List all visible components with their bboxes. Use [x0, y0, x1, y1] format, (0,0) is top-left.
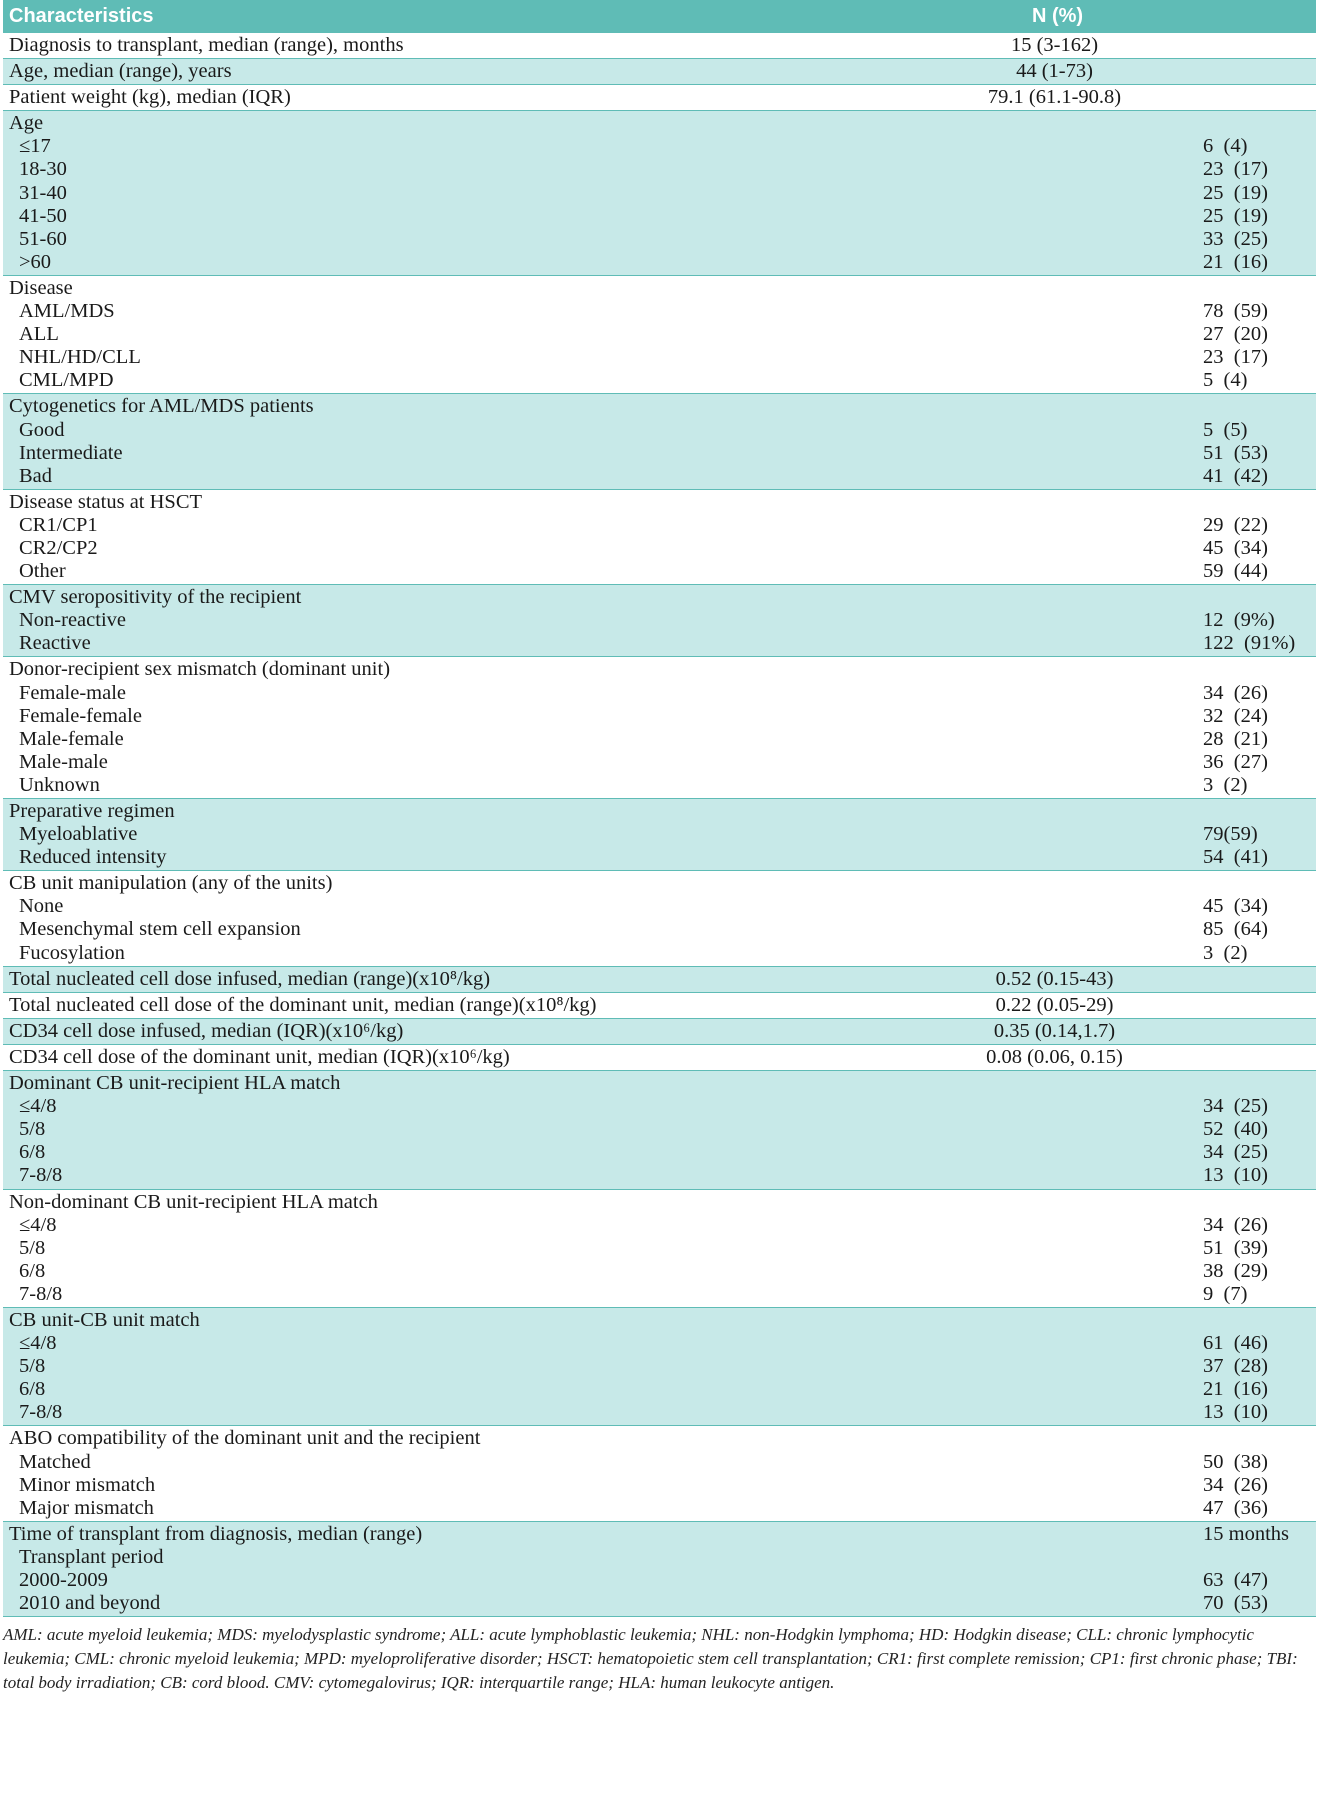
subcategory-label: ≤4/8 — [19, 1213, 57, 1236]
value-text: 51 (53) — [1203, 441, 1268, 464]
row-value-cell — [863, 1044, 1316, 1070]
subcategory-label: Female-male — [19, 681, 127, 704]
category-label: Non-dominant CB unit-recipient HLA match — [9, 1190, 378, 1213]
row-value-cell — [863, 966, 1316, 992]
category-label: CB unit-CB unit match — [9, 1308, 200, 1331]
table-row — [3, 657, 1316, 799]
row-label-cell — [3, 85, 863, 111]
value-text: 5 (5) — [1203, 418, 1248, 441]
row-value-cell — [863, 394, 1316, 489]
row-label-cell — [3, 585, 863, 657]
value-text: 41 (42) — [1203, 464, 1268, 487]
value-text: 21 (16) — [1203, 250, 1268, 273]
value-text — [869, 658, 1310, 681]
value-text: 78 (59) — [1203, 300, 1268, 323]
value-text — [869, 395, 1310, 418]
subcategory-label: Transplant period — [19, 1545, 164, 1568]
value-text: 52 (40) — [1203, 1118, 1268, 1141]
value-text: 63 (47) — [1203, 1569, 1268, 1591]
category-label: Disease status at HSCT — [9, 490, 203, 513]
table-row — [3, 1307, 1316, 1425]
value-text — [869, 800, 1310, 823]
subcategory-label: CML/MPD — [19, 369, 114, 392]
subcategory-label: Male-female — [19, 727, 124, 750]
table-row — [3, 799, 1316, 871]
subcategory-label: >60 — [19, 250, 52, 273]
value-text: 59 (44) — [1203, 560, 1268, 583]
table-row — [3, 871, 1316, 966]
value-text: 13 (10) — [1203, 1164, 1268, 1187]
value-text: 5 (4) — [1203, 369, 1248, 392]
category-label: Dominant CB unit-recipient HLA match — [9, 1072, 341, 1095]
value-text: 33 (25) — [1203, 227, 1268, 250]
value-text — [869, 491, 1310, 514]
row-label-cell — [3, 992, 863, 1018]
value-text: 34 (25) — [1203, 1141, 1268, 1164]
value-text: 61 (46) — [1203, 1332, 1268, 1355]
row-label-cell — [3, 59, 863, 85]
row-value-cell — [863, 33, 1316, 59]
row-label-cell — [3, 657, 863, 799]
value-text: 70 (53) — [1203, 1592, 1268, 1615]
row-label-cell — [3, 275, 863, 393]
subcategory-label: 7-8/8 — [19, 1164, 63, 1187]
subcategory-label: 7-8/8 — [19, 1401, 63, 1424]
row-label-cell — [3, 394, 863, 489]
row-value-cell — [863, 1189, 1316, 1307]
row-label-cell — [3, 1071, 863, 1189]
value-text: 15 (3-162) — [1010, 34, 1099, 56]
row-value-cell — [863, 489, 1316, 584]
table-row — [3, 489, 1316, 584]
row-value-cell — [863, 799, 1316, 871]
table-footnote: AML: acute myeloid leukemia; MDS: myelodysplastic syndrome; ALL: acute lymphoblastic leukemia; NHL: non-Hodgkin lymphoma; HD: Hodgkin disease; CLL: chronic lymphocytic leukemia; CML: chronic myeloid leukemia; MPD: myeloproliferative disorder; HSCT: hematopoietic stem cell transplantation; CR1: first complete remission; CP1: first chronic phase; TBI: total body irradiation; CB: cord blood. CMV: cytomegalovirus; IQR: interquartile range; HLA: human leukocyte antigen. — [3, 1625, 1298, 1693]
row-value-cell — [863, 275, 1316, 393]
table-row — [3, 1018, 1316, 1044]
value-text: 21 (16) — [1203, 1378, 1268, 1401]
subcategory-label: 2010 and beyond — [19, 1592, 161, 1615]
row-value-cell — [863, 111, 1316, 276]
table-row — [3, 111, 1316, 276]
subcategory-label: Myeloablative — [19, 823, 138, 846]
table-row — [3, 966, 1316, 992]
category-label: Total nucleated cell dose of the dominant unit, median (range)(x10⁸/kg) — [9, 993, 597, 1016]
row-value-cell — [863, 1521, 1316, 1616]
category-label: CD34 cell dose of the dominant unit, median (IQR)(x10⁶/kg) — [9, 1045, 510, 1068]
value-text: 54 (41) — [1203, 846, 1268, 869]
subcategory-label: 2000-2009 — [19, 1569, 108, 1591]
value-text: 45 (34) — [1203, 895, 1268, 918]
category-label: Cytogenetics for AML/MDS patients — [9, 395, 314, 418]
value-text: 45 (34) — [1203, 536, 1268, 559]
table-row — [3, 33, 1316, 59]
value-text: 34 (26) — [1203, 1473, 1268, 1496]
value-text: 0.52 (0.15-43) — [995, 967, 1114, 990]
value-text: 3 (2) — [1203, 773, 1248, 796]
subcategory-label: AML/MDS — [19, 300, 115, 323]
value-text — [869, 586, 1310, 609]
category-label: CMV seropositivity of the recipient — [9, 586, 302, 609]
subcategory-label: Minor mismatch — [19, 1473, 156, 1496]
value-text: 38 (29) — [1203, 1259, 1268, 1282]
row-value-cell — [863, 657, 1316, 799]
table-row — [3, 394, 1316, 489]
category-label: Age — [9, 112, 44, 135]
row-value-cell — [863, 59, 1316, 85]
value-text — [869, 1191, 1310, 1214]
value-text: 122 (91%) — [1203, 632, 1296, 655]
value-text: 0.22 (0.05-29) — [995, 993, 1114, 1016]
row-value-cell — [863, 1018, 1316, 1044]
value-text — [869, 1072, 1310, 1095]
row-label-cell — [3, 966, 863, 992]
table-header — [3, 0, 1316, 33]
table-row — [3, 59, 1316, 85]
row-label-cell — [3, 1307, 863, 1425]
category-label: ABO compatibility of the dominant unit and the recipient — [9, 1427, 481, 1450]
table-row — [3, 1071, 1316, 1189]
row-label-cell — [3, 1521, 863, 1616]
value-text: 3 (2) — [1203, 941, 1248, 964]
subcategory-label: 6/8 — [19, 1141, 46, 1164]
subcategory-label: Other — [19, 560, 66, 583]
subcategory-label: 5/8 — [19, 1236, 46, 1259]
subcategory-label: 5/8 — [19, 1355, 46, 1378]
row-value-cell — [863, 1307, 1316, 1425]
row-value-cell — [863, 992, 1316, 1018]
table-row — [3, 1521, 1316, 1616]
value-text: 29 (22) — [1203, 513, 1268, 536]
value-text — [869, 1546, 1310, 1569]
subcategory-label: 18-30 — [19, 158, 67, 181]
subcategory-label: 6/8 — [19, 1259, 46, 1282]
subcategory-label: NHL/HD/CLL — [19, 346, 141, 369]
table-row — [3, 1189, 1316, 1307]
subcategory-label: Major mismatch — [19, 1496, 154, 1519]
value-text: 79(59) — [1203, 823, 1258, 846]
subcategory-label: None — [19, 895, 64, 918]
subcategory-label: CR2/CP2 — [19, 536, 98, 559]
characteristics-table — [3, 0, 1316, 1617]
category-label: CD34 cell dose infused, median (IQR)(x10⁶/kg) — [9, 1019, 404, 1042]
subcategory-label: 5/8 — [19, 1118, 46, 1141]
row-label-cell — [3, 1189, 863, 1307]
subcategory-label: Reactive — [19, 632, 91, 655]
category-label: Patient weight (kg), median (IQR) — [9, 86, 291, 109]
category-label: Donor-recipient sex mismatch (dominant unit) — [9, 658, 391, 681]
table-row — [3, 992, 1316, 1018]
row-label-cell — [3, 33, 863, 59]
header-n-percent: N (%) — [863, 0, 1316, 33]
subcategory-label: ≤17 — [19, 135, 51, 158]
row-label-cell — [3, 111, 863, 276]
value-text — [869, 1309, 1310, 1332]
row-value-cell — [863, 1071, 1316, 1189]
subcategory-label: 7-8/8 — [19, 1282, 63, 1305]
row-label-cell — [3, 1044, 863, 1070]
value-text: 32 (24) — [1203, 704, 1268, 727]
table-row — [3, 1044, 1316, 1070]
row-value-cell — [863, 585, 1316, 657]
category-label: Age, median (range), years — [9, 60, 232, 83]
subcategory-label: ALL — [19, 323, 59, 346]
value-text: 34 (25) — [1203, 1095, 1268, 1118]
table-body — [3, 33, 1316, 1617]
value-text: 34 (26) — [1203, 681, 1268, 704]
subcategory-label: ≤4/8 — [19, 1095, 57, 1118]
category-label: Total nucleated cell dose infused, median (range)(x10⁸/kg) — [9, 967, 491, 990]
value-text: 6 (4) — [1203, 135, 1248, 158]
subcategory-label: Fucosylation — [19, 941, 125, 964]
row-label-cell — [3, 1426, 863, 1521]
value-text: 9 (7) — [1203, 1282, 1248, 1305]
value-text — [869, 112, 1310, 135]
value-text: 37 (28) — [1203, 1355, 1268, 1378]
table-row — [3, 585, 1316, 657]
subcategory-label: Good — [19, 418, 65, 441]
value-text: 25 (19) — [1203, 181, 1268, 204]
category-label: CB unit manipulation (any of the units) — [9, 872, 333, 895]
value-text: 25 (19) — [1203, 204, 1268, 227]
value-text — [869, 1427, 1310, 1450]
table-row — [3, 275, 1316, 393]
value-text: 13 (10) — [1203, 1401, 1268, 1424]
value-text: 79.1 (61.1-90.8) — [987, 86, 1122, 109]
subcategory-label: Reduced intensity — [19, 846, 167, 869]
category-label: Disease — [9, 276, 73, 299]
value-text: 50 (38) — [1203, 1450, 1268, 1473]
table-row — [3, 1426, 1316, 1521]
subcategory-label: Non-reactive — [19, 609, 126, 632]
value-text: 47 (36) — [1203, 1496, 1268, 1519]
row-label-cell — [3, 1018, 863, 1044]
value-text: 0.35 (0.14,1.7) — [993, 1019, 1116, 1042]
value-text: 85 (64) — [1203, 918, 1268, 941]
category-label: Diagnosis to transplant, median (range), months — [9, 34, 404, 56]
value-text: 23 (17) — [1203, 346, 1268, 369]
document-page — [3, 0, 1319, 1695]
value-text — [869, 872, 1310, 895]
subcategory-label: Male-male — [19, 750, 108, 773]
value-text: 27 (20) — [1203, 323, 1268, 346]
value-text: 23 (17) — [1203, 158, 1268, 181]
value-text: 15 months — [1203, 1522, 1289, 1545]
subcategory-label: CR1/CP1 — [19, 513, 98, 536]
subcategory-label: Unknown — [19, 773, 100, 796]
row-value-cell — [863, 1426, 1316, 1521]
row-value-cell — [863, 871, 1316, 966]
subcategory-label: Intermediate — [19, 441, 123, 464]
subcategory-label: Bad — [19, 464, 53, 487]
row-label-cell — [3, 489, 863, 584]
header-characteristics: Characteristics — [3, 0, 863, 33]
value-text: 12 (9%) — [1203, 609, 1275, 632]
subcategory-label: ≤4/8 — [19, 1332, 57, 1355]
table-row — [3, 85, 1316, 111]
subcategory-label: Female-female — [19, 704, 142, 727]
value-text: 34 (26) — [1203, 1213, 1268, 1236]
category-label: Time of transplant from diagnosis, median (range) — [9, 1522, 423, 1545]
row-value-cell — [863, 85, 1316, 111]
value-text: 36 (27) — [1203, 750, 1268, 773]
value-text: 0.08 (0.06, 0.15) — [986, 1045, 1123, 1068]
subcategory-label: 6/8 — [19, 1378, 46, 1401]
row-label-cell — [3, 799, 863, 871]
value-text: 28 (21) — [1203, 727, 1268, 750]
header-row — [3, 0, 1316, 33]
subcategory-label: Mesenchymal stem cell expansion — [19, 918, 301, 941]
value-text: 51 (39) — [1203, 1236, 1268, 1259]
subcategory-label: 31-40 — [19, 181, 67, 204]
subcategory-label: 41-50 — [19, 204, 67, 227]
row-label-cell — [3, 871, 863, 966]
value-text: 44 (1-73) — [1016, 60, 1093, 83]
value-text — [869, 277, 1310, 300]
subcategory-label: 51-60 — [19, 227, 67, 250]
category-label: Preparative regimen — [9, 800, 175, 822]
subcategory-label: Matched — [19, 1450, 91, 1473]
